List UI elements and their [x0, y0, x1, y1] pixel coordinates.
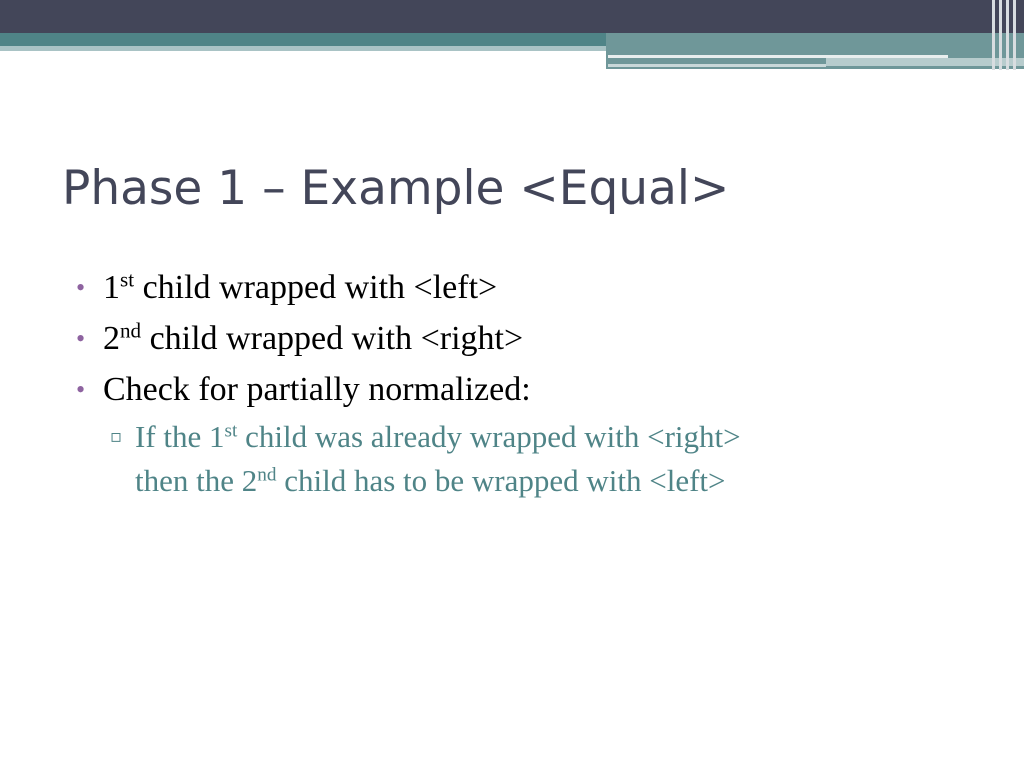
header-stripes	[990, 0, 1024, 70]
superscript: st	[120, 267, 135, 292]
bullet-text: Check for partially normalized:	[103, 371, 531, 408]
round-bullet-icon: •	[76, 324, 86, 353]
sub-bullet-text: If the 1	[135, 419, 225, 454]
sub-bullet-text: child has to be wrapped with <left>	[276, 463, 726, 498]
bullet-text: 2	[103, 320, 120, 357]
slide-body	[76, 262, 976, 503]
bullet-text: child wrapped with <right>	[141, 320, 524, 357]
bullet-text: child wrapped with <left>	[134, 269, 498, 306]
bullet-item	[76, 313, 976, 364]
superscript: st	[224, 420, 238, 442]
header-band-dark	[0, 0, 1024, 33]
header-accent-line	[608, 64, 826, 67]
bullet-item	[76, 262, 976, 313]
round-bullet-icon: •	[76, 273, 86, 302]
bullet-text: 1	[103, 269, 120, 306]
superscript: nd	[257, 464, 277, 486]
sub-bullet-text: child was already wrapped with <right>	[237, 419, 741, 454]
superscript: nd	[120, 318, 142, 343]
sub-bullet-item	[108, 415, 976, 503]
sub-bullet-text: then the 2	[135, 463, 258, 498]
round-bullet-icon: •	[76, 375, 86, 404]
bullet-item	[76, 364, 976, 415]
square-bullet-icon: ▫	[110, 426, 123, 447]
slide-title: Phase 1 – Example <Equal>	[62, 161, 730, 216]
